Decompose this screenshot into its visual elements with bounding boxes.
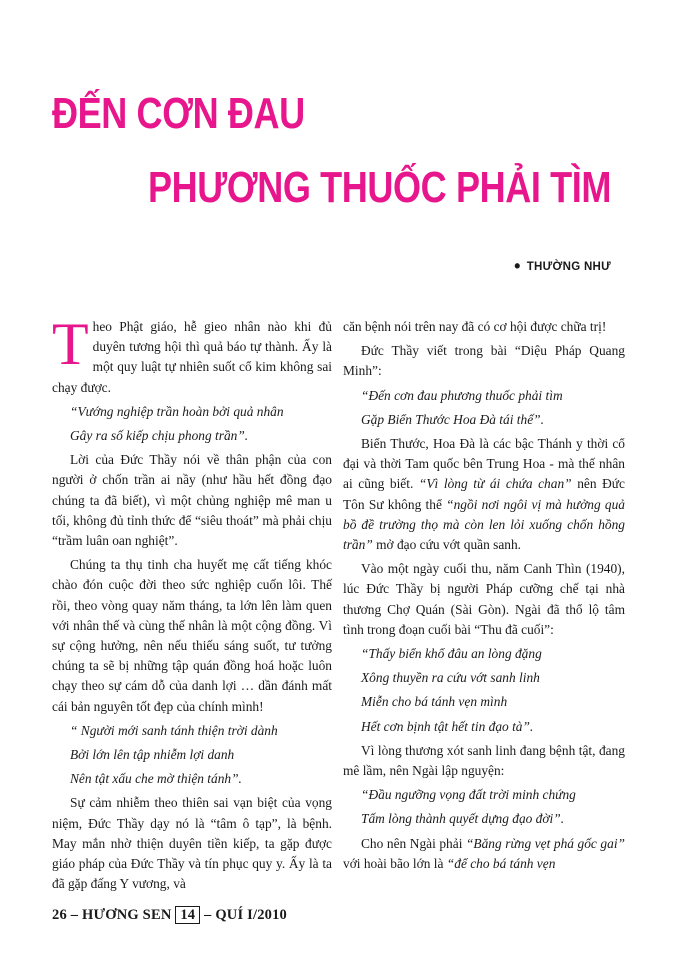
- issue-number: 14: [175, 906, 200, 924]
- right-column: [343, 317, 625, 878]
- verse-line: Tấm lòng thành quyết dựng đạo đời”.: [361, 811, 565, 827]
- page-number: 26: [52, 907, 67, 923]
- left-column: [52, 311, 332, 898]
- text-run: mở đạo cứu vớt quần sanh.: [372, 537, 522, 553]
- verse-line: “Vướng nghiệp trần hoàn bởi quả nhân: [70, 403, 284, 419]
- verse-line: “Đầu ngưỡng vọng đất trời minh chứng: [361, 787, 576, 803]
- quote-run: “để cho bá tánh vẹn: [446, 855, 556, 871]
- paragraph: Vào một ngày cuối thu, năm Canh Thìn (1940), lúc Đức Thầy bị người Pháp cưỡng chế tại nhà thương Chợ Quán (Sài Gòn). Ngài đã thổ lộ tâm tình trong đoạn cuối bài “Thu đã cuối”:: [343, 561, 625, 637]
- author-name: THƯỜNG NHƯ: [526, 261, 611, 273]
- verse-line: Nên tật xấu che mờ thiện tánh”.: [70, 771, 242, 787]
- text-run: Cho nên Ngài phải: [361, 835, 466, 851]
- verse-line: Xông thuyền ra cứu vớt sanh linh: [361, 670, 540, 686]
- quote-run: “Băng rừng vẹt phá gốc gai”: [465, 835, 625, 851]
- paragraph: căn bệnh nói trên nay đã có cơ hội được chữa trị!: [343, 319, 607, 334]
- verse-line: Bởi lớn lên tập nhiễm lợi danh: [70, 747, 235, 763]
- footer-text: – HƯƠNG SEN: [66, 907, 176, 923]
- paragraph: [52, 311, 332, 398]
- paragraph: [343, 834, 625, 874]
- drop-cap: T: [52, 311, 89, 377]
- verse-line: “Thấy biển khổ đâu an lòng đặng: [361, 646, 542, 662]
- verse-line: “Đến cơn đau phương thuốc phải tìm: [361, 387, 563, 403]
- verse-line: Hết cơn bịnh tật hết tin đạo tà”.: [361, 718, 534, 734]
- paragraph: [343, 434, 625, 555]
- paragraph: Chúng ta thụ tinh cha huyết mẹ cất tiếng khóc chào đón cuộc đời theo sức nghiệp cuốn lôi. Thế rồi, theo vòng quay năm tháng, ta lớn lên làm quen với nhân thế và cùng thế nhân là một cộng đồng. Vì sự cộng hưởng, nên nếu thiếu sáng suốt, tư tưởng chúng ta sẽ bị những tập quán đồng hoá hoặc luôn chạy theo sự cám dỗ của danh lợi … dần đánh mất cái bản nguyên tốt đẹp của chính mình!: [52, 557, 332, 714]
- paragraph: Đức Thầy viết trong bài “Diệu Pháp Quang Minh”:: [343, 343, 625, 379]
- verse-line: “ Người mới sanh tánh thiện trời dành: [70, 722, 278, 738]
- verse-line: Miễn cho bá tánh vẹn mình: [361, 694, 508, 710]
- page-footer: [52, 906, 287, 924]
- title-line-2: PHƯƠNG THUỐC PHẢI TÌM: [148, 163, 612, 212]
- paragraph-text: heo Phật giáo, hễ gieo nhân nào khi đủ duyên tương hội thì quả báo tự thành. Ấy là một quy luật tự nhiên suốt cổ kim không sai chạy được.: [52, 319, 332, 395]
- footer-text: – QUÍ I/2010: [200, 907, 288, 923]
- byline: [514, 256, 611, 277]
- paragraph: Lời của Đức Thầy nói về thân phận của con người ở chốn trần ai nầy (như hầu hết đồng đạo chúng ta đã biết), vì một chủng nghiệp mê man u tối, không đủ tỉnh thức để “siêu thoát” mà phải chịu “trầm luân oan nghiệt”.: [52, 452, 332, 549]
- text-run: nên Đức Tôn Sư không thể: [343, 476, 625, 512]
- title-line-1: ĐẾN CƠN ĐAU: [52, 89, 305, 138]
- quote-run: “ngồi nơi ngôi vị mà hưởng quả bồ đề trường thọ mà còn len lỏi xuống chốn hồng trần”: [343, 496, 625, 553]
- bullet-icon: •: [514, 256, 521, 276]
- paragraph: Vì lòng thương xót sanh linh đang bệnh tật, đang mê lầm, nên Ngài lập nguyện:: [343, 742, 625, 779]
- text-run: với hoài bão lớn là: [343, 855, 447, 871]
- paragraph: Sự cảm nhiễm theo thiên sai vạn biệt của vọng niệm, Đức Thầy dạy nó là “tâm ô tạp”, là bệnh. May mắn nhờ thiện duyên tiền kiếp, ta gặp được giáo pháp của Đức Thầy và tín phục quy y. Ấy là ta đã gặp đấng Y vương, và: [52, 795, 332, 892]
- text-run: Biển Thước, Hoa Đà là các bậc Thánh y thời cổ đại và thời Tam quốc bên Trung Hoa - mà thế nhân ai cũng biết.: [343, 436, 625, 492]
- verse-line: Gây ra số kiếp chịu phong trần”.: [70, 428, 249, 444]
- verse-line: Gặp Biển Thước Hoa Đà tái thế”.: [361, 411, 544, 427]
- quote-run: “Vì lòng từ ái chứa chan”: [418, 476, 572, 492]
